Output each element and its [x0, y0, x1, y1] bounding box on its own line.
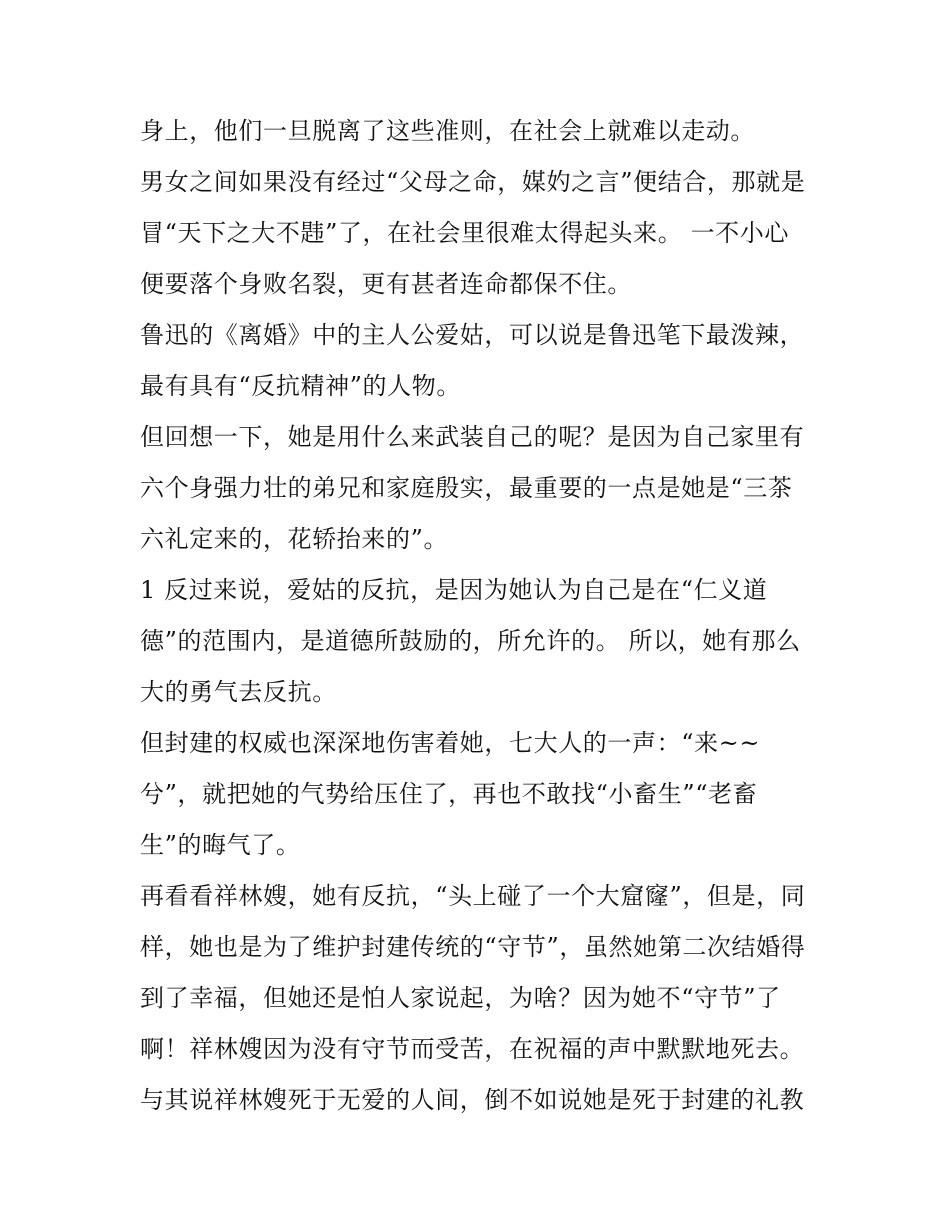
- text-line: 兮”，就把她的气势给压住了，再也不敢找“小畜生”“老畜: [140, 780, 758, 808]
- text-line: 啊！祥林嫂因为没有守节而受苦，在祝福的声中默默地死去。: [140, 1035, 805, 1063]
- text-line: 样，她也是为了维护封建传统的“守节”，虽然她第二次结婚得: [140, 933, 806, 961]
- text-line: 再看看祥林嫂，她有反抗，“头上碰了一个大窟窿”，但是，同: [140, 882, 806, 910]
- text-line: 男女之间如果没有经过“父母之命，媒妁之言”便结合，那就是: [140, 168, 806, 196]
- text-line: 但封建的权威也深深地伤害着她，七大人的一声：“来~~: [140, 729, 761, 757]
- text-line: 最有具有“反抗精神”的人物。: [140, 372, 461, 400]
- text-line: 与其说祥林嫂死于无爱的人间，倒不如说她是死于封建的礼教: [140, 1086, 805, 1114]
- text-line: 身上，他们一旦脱离了这些准则，在社会上就难以走动。: [140, 117, 755, 145]
- text-line: 六礼定来的，花轿抬来的”。: [140, 525, 449, 553]
- text-line: 生”的晦气了。: [140, 831, 301, 859]
- text-line: 但回想一下，她是用什么来武装自己的呢？是因为自己家里有: [140, 423, 805, 451]
- text-line: 冒“天下之大不韪”了，在社会里很难太得起头来。 一不小心: [140, 219, 789, 247]
- text-line: 1 反过来说，爱姑的反抗，是因为她认为自己是在“仁义道: [140, 576, 768, 604]
- text-line: 鲁迅的《离婚》中的主人公爱姑，可以说是鲁迅笔下最泼辣，: [140, 321, 805, 349]
- text-line: 德”的范围内，是道德所鼓励的，所允许的。 所以，她有那么: [140, 627, 801, 655]
- text-line: 六个身强力壮的弟兄和家庭殷实，最重要的一点是她是“三茶: [140, 474, 793, 502]
- body-text: [140, 106, 830, 1126]
- text-line: 大的勇气去反抗。: [140, 678, 337, 706]
- text-line: 到了幸福，但她还是怕人家说起，为啥？因为她不“守节”了: [140, 984, 781, 1012]
- text-line: 便要落个身败名裂，更有甚者连命都保不住。: [140, 270, 632, 298]
